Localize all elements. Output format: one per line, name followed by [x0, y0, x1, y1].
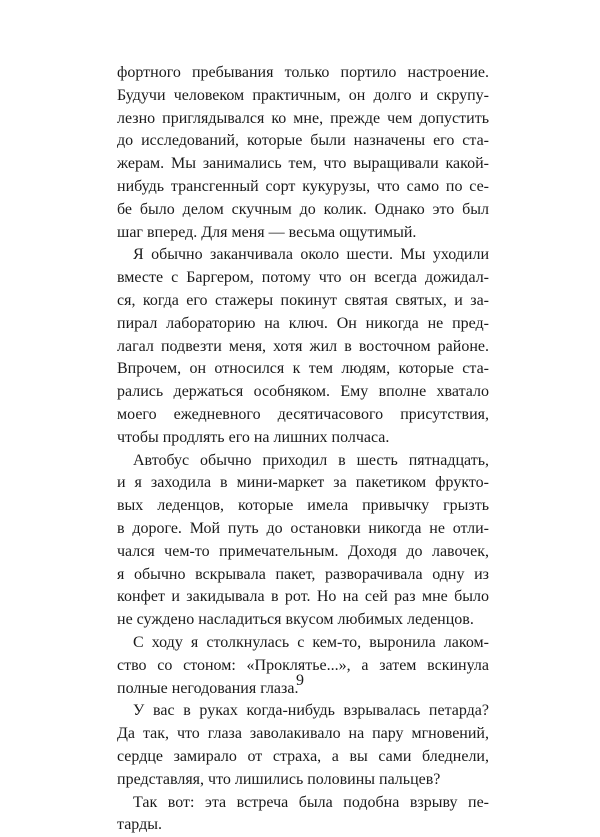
text-line: я обычно вскрывала пакет, разворачивала одну из [117, 565, 489, 583]
text-line: Впрочем, он относился к тем людям, которые ста- [117, 360, 489, 378]
text-line: нибудь трансгенный сорт кукурузы, что само по се- [117, 177, 489, 195]
text-line: пирал лабораторию на ключ. Он никогда не пред- [117, 314, 489, 332]
text-line: лагал подвезти меня, хотя жил в восточном районе. [117, 337, 489, 355]
text-line: фортного пребывания только портило настроение. [117, 64, 489, 81]
text-line: до исследований, которые были назначены его ста- [117, 132, 489, 150]
text-line: У вас в руках когда-нибудь взрывалась петарда? [133, 702, 489, 720]
text-line: в дороге. Мой путь до остановки никогда не отли- [117, 519, 489, 537]
text-line: представляя, что лишились половины пальцев? [117, 770, 441, 788]
text-line: чтобы продлять его на лишних полчаса. [117, 428, 390, 446]
text-line: С ходу я столкнулась с кем-то, выронила лаком- [133, 633, 489, 651]
text-line: и я заходила в мини-маркет за пакетиком фрукто- [117, 474, 489, 492]
text-line: вместе с Баргером, потому что он всегда дожидал- [117, 269, 489, 287]
text-line: сердце замирало от страха, а вы сами бледнели, [117, 747, 489, 765]
body-text [117, 62, 489, 837]
text-line: бе было делом скучным до колик. Однако это был [117, 200, 489, 218]
text-line: полные негодования глаза. [117, 679, 299, 697]
text-line: чался чем-то примечательным. Доходя до лавочек, [117, 542, 489, 560]
text-line: рались держаться особняком. Ему вполне хватало [117, 383, 489, 401]
text-line: ство со стоном: «Проклятье...», а затем вскинула [117, 656, 489, 674]
text-line: вых леденцов, которые имела привычку грызть [117, 497, 489, 515]
text-line: ся, когда его стажеры покинут святая святых, и за- [117, 291, 489, 309]
page-number: 9 [296, 672, 304, 689]
text-line: лезно приглядывался ко мне, прежде чем допустить [117, 109, 489, 127]
text-line: шаг вперед. Для меня — весьма ощутимый. [117, 223, 417, 241]
text-line: конфет и закидывала в рот. Но на сей раз мне было [117, 588, 489, 606]
text-line: не суждено насладиться вкусом любимых леденцов. [117, 611, 474, 629]
text-line: тарды. [117, 816, 162, 834]
text-line: Так вот: эта встреча была подобна взрыву пе- [133, 793, 489, 811]
text-line: Будучи человеком практичным, он долго и скрупу- [117, 86, 489, 104]
text-line: Да так, что глаза заволакивало на пару мгновений, [117, 725, 489, 743]
text-line: жерам. Мы занимались тем, что выращивали какой- [117, 155, 489, 173]
text-line: моего ежедневного десятичасового присутствия, [117, 405, 489, 423]
text-line: Автобус обычно приходил в шесть пятнадцать, [133, 451, 489, 469]
text-line: Я обычно заканчивала около шести. Мы уходили [133, 246, 489, 264]
